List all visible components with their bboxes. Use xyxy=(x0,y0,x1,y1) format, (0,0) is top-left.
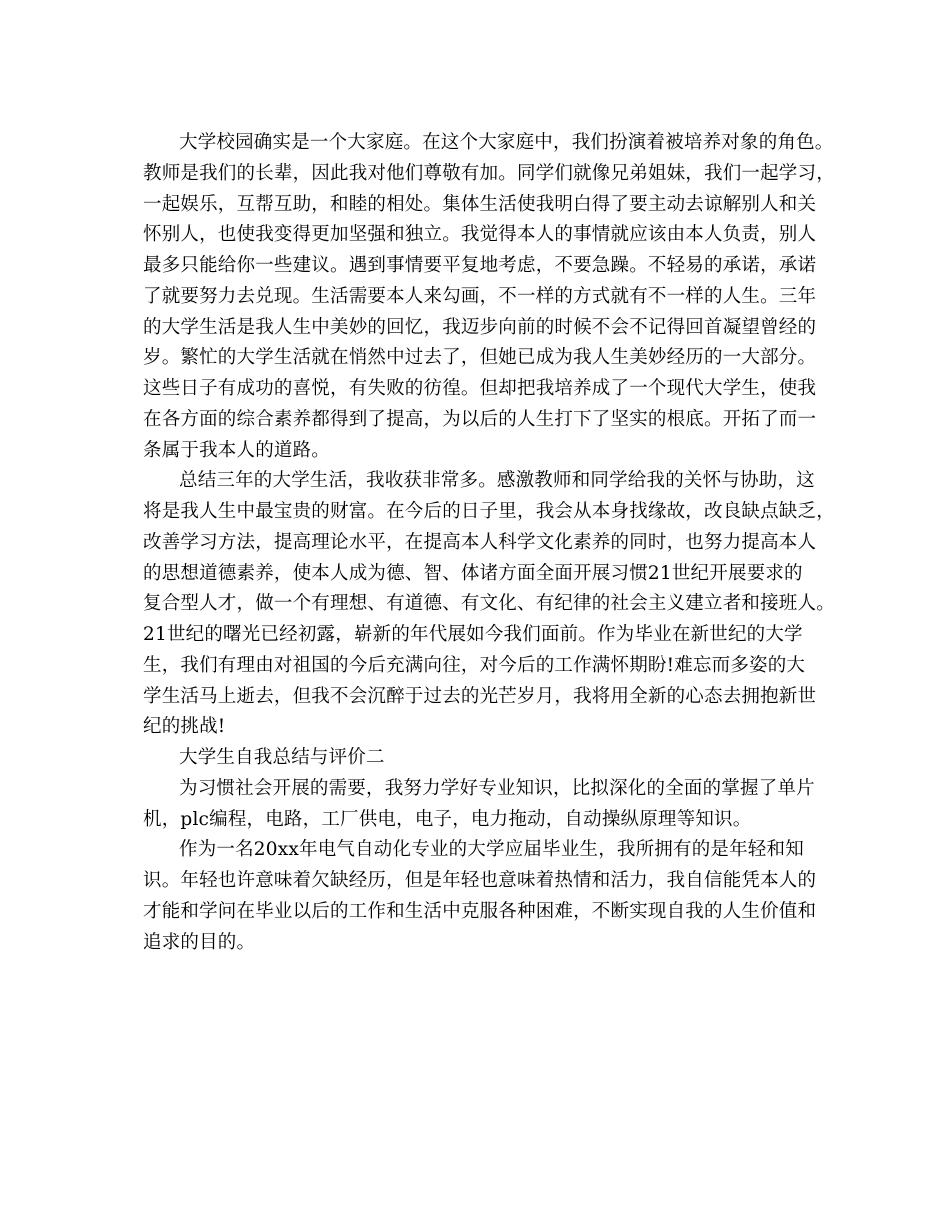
text-line: 最多只能给你一些建议。遇到事情要平复地考虑，不要急躁。不轻易的承诺，承诺 xyxy=(143,255,817,276)
text-line: 21世纪的曙光已经初露，崭新的年代展如今我们面前。作为毕业在新世纪的大学 xyxy=(143,624,803,645)
text-line: 这些日子有成功的喜悦，有失败的彷徨。但却把我培养成了一个现代大学生，使我 xyxy=(143,378,817,399)
text-line: 将是我人生中最宝贵的财富。在今后的日子里，我会从本身找缘故，改良缺点缺乏， xyxy=(143,501,835,522)
text-line: 纪的挑战! xyxy=(143,716,226,738)
text-line: 学生活马上逝去，但我不会沉醉于过去的光芒岁月，我将用全新的心态去拥抱新世 xyxy=(143,685,817,707)
text-line: 岁。繁忙的大学生活就在悄然中过去了，但她已成为我人生美妙经历的一大部分。 xyxy=(143,347,817,369)
text-line: 机，plc编程，电路，工厂供电，电子，电力拖动，自动操纵原理等知识。 xyxy=(143,808,752,830)
text-line: 追求的目的。 xyxy=(143,931,256,953)
text-line: 在各方面的综合素养都得到了提高，为以后的人生打下了坚实的根底。开拓了而一 xyxy=(143,408,817,430)
text-line: 了就要努力去兑现。生活需要本人来勾画，不一样的方式就有不一样的人生。三年 xyxy=(143,285,817,307)
text-line: 的思想道德素养，使本人成为德、智、体诸方面全面开展习惯21世纪开展要求的 xyxy=(143,562,803,584)
text-line: 复合型人才，做一个有理想、有道德、有文化、有纪律的社会主义建立者和接班人。 xyxy=(143,593,835,615)
text-line: 总结三年的大学生活，我收获非常多。感激教师和同学给我的关怀与协助，这 xyxy=(179,470,815,492)
text-line: 作为一名20xx年电气自动化专业的大学应届毕业生，我所拥有的是年轻和知 xyxy=(179,839,804,861)
text-line: 教师是我们的长辈，因此我对他们尊敬有加。同学们就像兄弟姐妹，我们一起学习， xyxy=(143,162,835,184)
text-line: 大学生自我总结与评价二 xyxy=(179,747,385,768)
text-line: 的大学生活是我人生中美妙的回忆，我迈步向前的时候不会不记得回首凝望曾经的 xyxy=(143,316,817,338)
text-line: 识。年轻也许意味着欠缺经历，但是年轻也意味着热情和活力，我自信能凭本人的 xyxy=(143,870,817,891)
text-line: 才能和学问在毕业以后的工作和生活中克服各种困难，不断实现自我的人生价值和 xyxy=(143,900,817,922)
text-line: 怀别人，也使我变得更加坚强和独立。我觉得本人的事情就应该由本人负责，别人 xyxy=(143,224,817,246)
text-line: 一起娱乐，互帮互助，和睦的相处。集体生活使我明白得了要主动去谅解别人和关 xyxy=(143,193,817,215)
text-line: 改善学习方法，提高理论水平，在提高本人科学文化素养的同时，也努力提高本人 xyxy=(143,531,817,553)
text-line: 为习惯社会开展的需要，我努力学好专业知识，比拟深化的全面的掌握了单片 xyxy=(179,777,815,799)
text-line: 生，我们有理由对祖国的今后充满向往，对今后的工作满怀期盼!难忘而多姿的大 xyxy=(143,654,806,676)
text-line: 条属于我本人的道路。 xyxy=(143,439,331,461)
text-line: 大学校园确实是一个大家庭。在这个大家庭中，我们扮演着被培养对象的角色。 xyxy=(179,132,834,153)
